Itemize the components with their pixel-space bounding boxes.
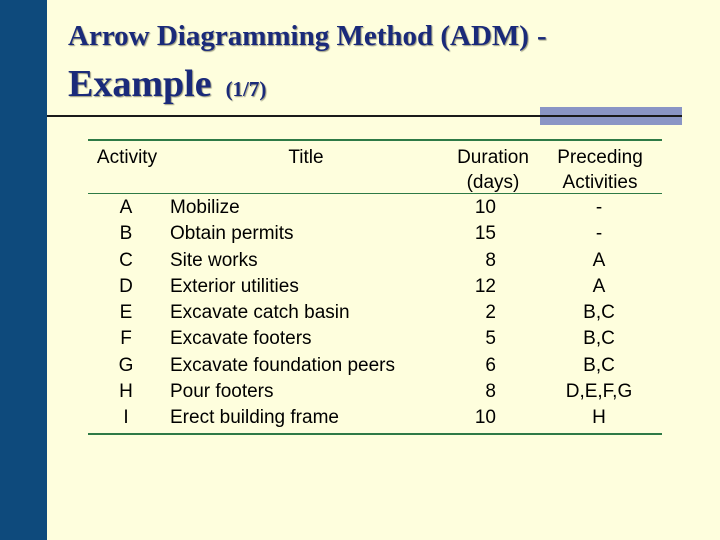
table-body [88,194,662,433]
cell-activity: I [123,407,129,429]
cell-title: Site works [170,249,258,271]
cell-activity: E [119,302,133,324]
cell-preceding: - [595,223,603,245]
cell-preceding: B,C [583,302,615,324]
cell-duration: 8 [485,381,496,403]
left-accent-bar [0,0,47,540]
cell-activity: D [119,275,133,297]
table-row [88,326,662,352]
slide-title-text: Arrow Diagramming Method (ADM) [68,20,529,52]
slide-subtitle-main: Example [68,63,212,105]
table-row [88,274,662,300]
table-header [88,141,662,194]
cell-duration: 2 [485,302,496,324]
cell-title: Mobilize [170,197,240,218]
slide-title-dash: - [536,20,547,52]
cell-activity: F [120,328,132,350]
header-preceding-line1: Preceding [557,147,643,168]
cell-title: Obtain permits [170,223,294,245]
cell-title: Excavate catch basin [170,302,350,324]
cell-title: Pour footers [170,381,274,403]
cell-duration: 5 [485,328,496,350]
header-preceding-line2: Activities [562,172,638,193]
title-divider [47,115,682,117]
cell-preceding: D,E,F,G [565,381,633,403]
cell-preceding: - [595,197,603,218]
table-row [88,405,662,431]
cell-title: Exterior utilities [170,275,299,297]
header-activity: Activity [96,147,158,168]
cell-activity: B [119,223,133,245]
cell-duration: 10 [474,197,496,218]
header-duration-line2: (days) [466,172,520,193]
table-row [88,379,662,405]
table-row [88,300,662,326]
cell-activity: G [118,354,134,376]
cell-preceding: B,C [583,354,615,376]
cell-duration: 8 [485,249,496,271]
cell-title: Excavate foundation peers [170,354,395,376]
header-duration [448,145,538,195]
table-row [88,195,662,221]
cell-duration: 12 [474,275,496,297]
cell-preceding: A [592,275,606,297]
cell-preceding: A [592,249,606,271]
cell-duration: 6 [485,354,496,376]
cell-duration: 15 [474,223,496,245]
activity-table [88,139,662,435]
cell-activity: C [119,249,133,271]
cell-duration: 10 [474,407,496,429]
slide-subtitle [68,62,266,106]
slide-title [68,20,547,53]
cell-title: Erect building frame [170,407,339,429]
table-row [88,221,662,247]
slide-page-indicator: (1/7) [225,77,267,101]
cell-activity: A [119,197,133,218]
header-title: Title [288,147,324,168]
cell-activity: H [119,381,133,403]
cell-title: Excavate footers [170,328,312,350]
table-row [88,353,662,379]
header-preceding [551,145,649,195]
cell-preceding: B,C [583,328,615,350]
cell-preceding: H [592,407,606,429]
header-duration-line1: Duration [457,147,529,168]
table-row [88,248,662,274]
